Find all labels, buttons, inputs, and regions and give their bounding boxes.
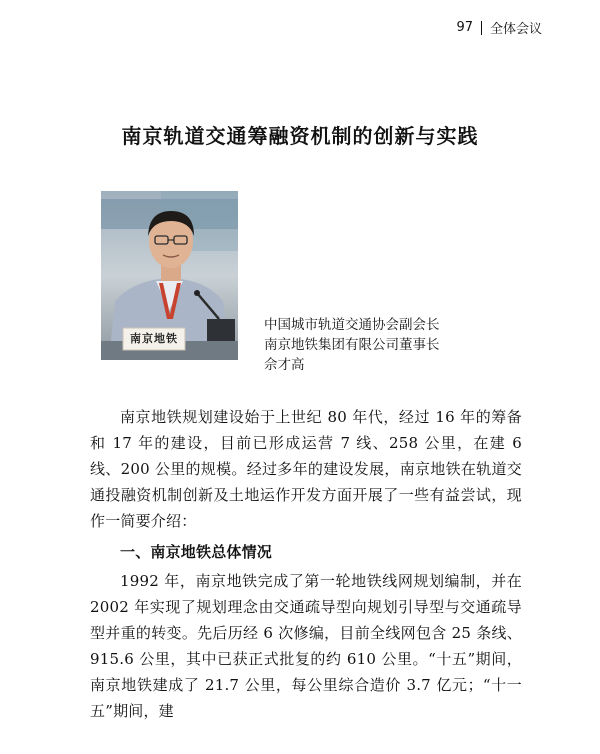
author-photo [101, 191, 238, 360]
header-separator [481, 21, 482, 35]
page-number: 97 [456, 20, 473, 35]
article-title: 南京轨道交通筹融资机制的创新与实践 [121, 124, 479, 148]
author-role-2: 南京地铁集团有限公司董事长 [264, 337, 440, 353]
running-header [456, 18, 542, 37]
section-name: 全体会议 [489, 22, 542, 37]
author-role-1: 中国城市轨道交通协会副会长 [264, 317, 440, 333]
nameplate-label: 南京地铁 [130, 332, 178, 345]
author-caption [264, 315, 440, 375]
author-name: 佘才高 [264, 357, 305, 373]
section-paragraph: 1992 年，南京地铁完成了第一轮地铁线网规划编制，并在 2002 年实现了规划理念由交通疏导型向规划引导型与交通疏导型并重的转变。先后历经 6 次修编，目前全线网包含 25 条线、915.6 公里，其中已获正式批复的约 610 公里。“十五”期间，南京地铁建成了 21.7 公里，每公里综合造价 3.7 亿元；“十一五”期间，建 [90, 572, 522, 720]
article-body [90, 404, 522, 724]
section-heading: 一、南京地铁总体情况 [120, 543, 273, 561]
intro-paragraph: 南京地铁规划建设始于上世纪 80 年代，经过 16 年的筹备和 17 年的建设，目前已形成运营 7 线、258 公里，在建 6 线、200 公里的规模。经过多年的建设发展，南京地铁在轨道交通投融资机制创新及土地运作开发方面开展了一些有益尝试，现作一简要介绍： [90, 408, 522, 530]
